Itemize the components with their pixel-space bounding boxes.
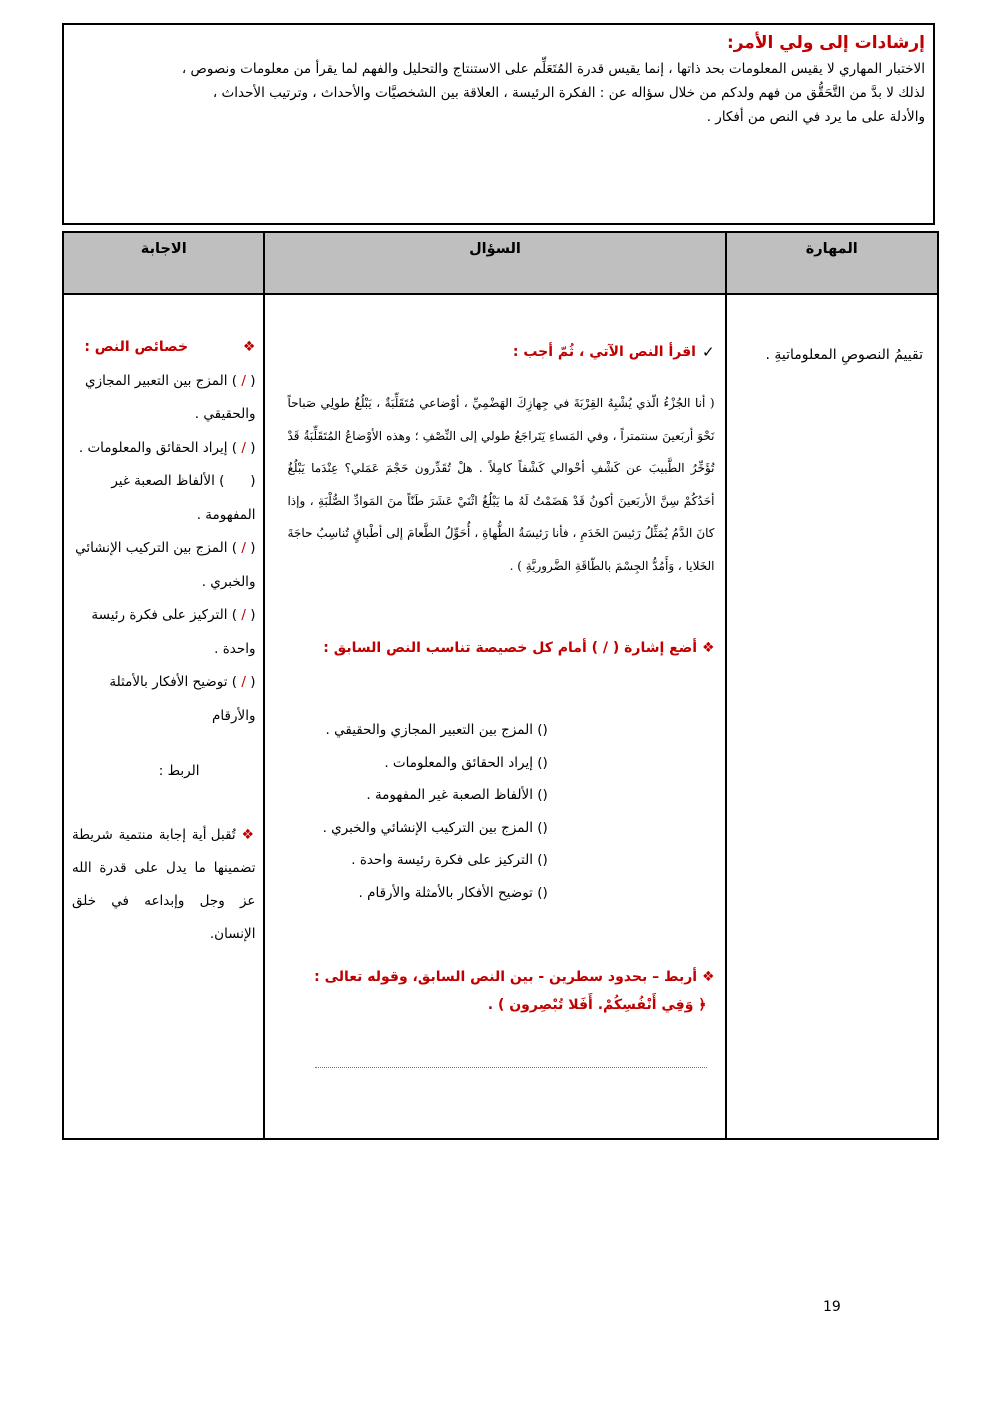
- option-text: المزج بين التركيب الإنشائي والخبري .: [322, 819, 533, 836]
- answer-item: ( / ) توضيح الأفكار بالأمثلة والأرقام: [109, 674, 256, 724]
- acceptance-text: تُقبل أية إجابة منتمية شريطة تضمينها ما يدل على قدرة الله عز وجل وإبداعه في خلق الإنسان.: [72, 826, 256, 942]
- checkmark-icon: ✓: [701, 343, 715, 361]
- answer-item-text: الألفاظ الصعبة غير المفهومة .: [111, 473, 256, 523]
- guidance-box: [62, 23, 935, 225]
- option-item[interactable]: [287, 779, 602, 812]
- mark-box[interactable]: (: [542, 852, 548, 868]
- option-close-paren: ): [532, 754, 543, 771]
- option-text: التركيز على فكرة رئيسة واحدة .: [351, 852, 533, 868]
- passage-text: ( أنا الجُزْءُ الّذي يُشْبِهُ القِرْبَةَ في جِهازِكَ الهَضْمِيِّ ، أوْضاعي مُتَقَلِّبَةٌ ، يَبْلُغُ طولِي صَباحاً نَحْوَ أربَعينَ سنتمتراً ، وفي المَساءِ يَتَراجَعُ طولي إلى النِّصْفِ ؛ وهذه الأوْضاعُ المُتَقَلِّبَةُ قَدْ تُؤَخِّرُ الطَّبيبَ عن كَشْفِ أحْوالي كَشْفاً كامِلاً . هلْ تُقَدِّرون حَجْمَ عَمَلي؟ عِنْدَما يَبْلُغُ أحَدُكُمْ سِنَّ الأربَعينَ أكونُ قَدْ هَضَمْتُ لَهُ ما يَبْلُغُ اثْنَيْ عَشَرَ طَنّاً منَ المَوادِّ الصُّلْبَةِ ، وإذا كانَ الدَّمُ يُمَثِّلُ رَئيسَ الخَدَمِ ، فأنا رَئيسَةُ الطُّهاةِ ، أُحَوِّلُ الطَّعامَ إلى أطْباقٍ تُناسِبُ حاجَةَ الخَلايا ، وَأَمُدُّ الجِسْمَ بالطّاقَةِ الضَّروريَّةِ ) .: [287, 396, 715, 573]
- question-cell: [264, 294, 725, 1139]
- guidance-line-3: والأدلة على ما يرد في النص من أفكار .: [706, 109, 925, 125]
- answer-item-text: إيراد الحقائق والمعلومات .: [78, 439, 228, 456]
- answer-item: ( / ) المزج بين التعبير المجازي والحقيقي .: [85, 372, 256, 422]
- header-question: السؤال: [264, 232, 725, 294]
- guidance-title: إرشادات إلى ولي الأمر:: [726, 33, 925, 53]
- quran-verse: ﴿ وَفِي أَنْفُسِكُمْ. أَفَلا تُبْصِرون ) .: [487, 997, 707, 1013]
- mark-box[interactable]: (: [542, 754, 548, 771]
- diamond-bullet-icon: ❖: [701, 640, 715, 656]
- instruction-link: [287, 963, 714, 1019]
- answer-item: ( / ) التركيز على فكرة رئيسة واحدة .: [91, 607, 256, 657]
- header-answer: الاجابة: [63, 232, 264, 294]
- answer-item-text: المزج بين التركيب الإنشائي والخبري .: [75, 540, 256, 590]
- diamond-bullet-icon: ❖: [242, 339, 256, 355]
- answer-item-text: التركيز على فكرة رئيسة واحدة .: [91, 607, 256, 657]
- answer-item: ( / ) المزج بين التركيب الإنشائي والخبري .: [75, 540, 256, 590]
- link-label: الربط :: [158, 763, 200, 779]
- option-text: الألفاظ الصعبة غير المفهومة .: [366, 787, 533, 803]
- option-close-paren: ): [532, 819, 543, 836]
- mark-box[interactable]: (: [542, 787, 548, 803]
- instruction-read-text: اقرأ النص الآتي ، ثُمّ أجب :: [512, 344, 696, 360]
- answer-mark: /: [241, 372, 246, 389]
- answer-mark: /: [241, 540, 246, 556]
- guidance-text: [72, 57, 925, 129]
- answer-line[interactable]: [315, 1057, 706, 1068]
- answer-mark: /: [241, 607, 246, 623]
- answer-mark: /: [241, 439, 246, 456]
- option-item[interactable]: [287, 844, 602, 877]
- guidance-line-1: الاختبار المهاري لا يقيس المعلومات بحد ذاتها ، إنما يقيس قدرة المُتَعَلِّم على الاستنتاج والتحليل والفهم لما يقرأ من معلومات ونصوص ،: [181, 61, 925, 77]
- option-text: توضيح الأفكار بالأمثلة والأرقام .: [358, 884, 533, 901]
- diamond-bullet-icon: ❖: [701, 969, 715, 985]
- option-close-paren: ): [532, 884, 543, 901]
- instruction-read: [287, 343, 714, 361]
- acceptance-note: [72, 819, 255, 951]
- guidance-line-2: لذلك لا بدَّ من التَّحَقُّق من فهم ولدكم من خلال سؤاله عن : الفكرة الرئيسة ، العلاقة بين الشخصيَّات والأحداث ، وترتيب الأحداث ،: [212, 85, 925, 101]
- table-row: [63, 294, 938, 1139]
- answer-item: ( ) الألفاظ الصعبة غير المفهومة .: [111, 473, 256, 523]
- answer-cell: [63, 294, 264, 1139]
- instruction-mark: [287, 640, 714, 656]
- answer-item-text: توضيح الأفكار بالأمثلة والأرقام: [109, 674, 256, 724]
- instruction-link-text: أربط – بحدود سطرين - بين النص السابق، وقوله تعالى :: [314, 969, 698, 985]
- header-skill: المهارة: [726, 232, 938, 294]
- option-text: المزج بين التعبير المجازي والحقيقي .: [325, 722, 533, 738]
- instruction-mark-text: أضع إشارة ( / ) أمام كل خصيصة تناسب النص السابق :: [323, 640, 698, 656]
- answer-heading: [72, 331, 255, 365]
- table-header-row: [63, 232, 938, 294]
- options-list: [287, 714, 602, 909]
- mark-box[interactable]: (: [542, 819, 548, 836]
- answer-mark: /: [241, 674, 246, 690]
- diamond-bullet-icon: ❖: [241, 826, 256, 843]
- answer-item: ( / ) إيراد الحقائق والمعلومات .: [78, 439, 256, 456]
- option-close-paren: ): [532, 722, 543, 738]
- option-close-paren: ): [532, 852, 543, 868]
- skills-table: [62, 231, 939, 1140]
- mark-box[interactable]: (: [542, 884, 548, 901]
- option-item[interactable]: [287, 812, 602, 845]
- mark-box[interactable]: (: [542, 722, 548, 738]
- option-item[interactable]: [287, 747, 602, 780]
- option-item[interactable]: [287, 877, 602, 910]
- skill-text: تقييمُ النصوصِ المعلوماتيةِ .: [765, 347, 923, 363]
- option-item[interactable]: [287, 714, 602, 747]
- page-number: 19: [823, 1299, 841, 1315]
- option-close-paren: ): [532, 787, 543, 803]
- option-text: إيراد الحقائق والمعلومات .: [384, 754, 533, 771]
- skill-cell: [726, 294, 938, 1139]
- answer-item-text: المزج بين التعبير المجازي والحقيقي .: [85, 372, 256, 422]
- answer-heading-text: خصائص النص :: [84, 339, 189, 355]
